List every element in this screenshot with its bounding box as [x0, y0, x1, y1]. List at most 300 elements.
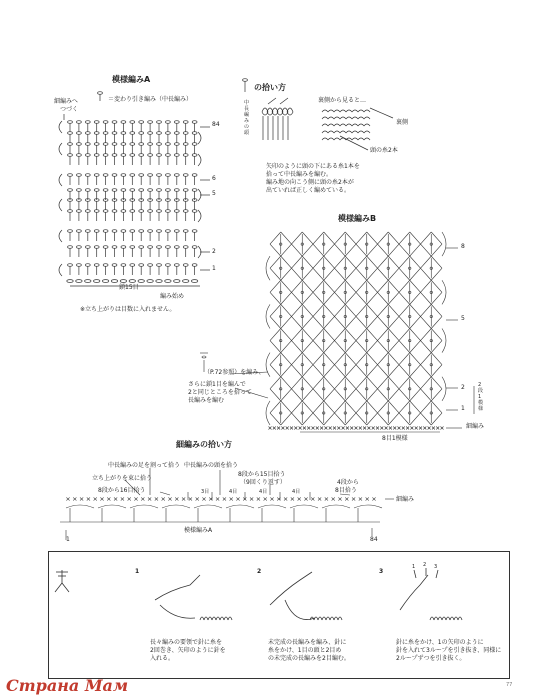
dc-diagonal [345, 365, 356, 377]
sc-row-1: 1 [66, 536, 70, 543]
dc-diagonal [292, 377, 303, 389]
hdc-stitch [68, 143, 73, 146]
dc-diagonal [421, 377, 432, 389]
sc-label-7: 4段から [337, 479, 359, 486]
hdc-stitch [166, 189, 171, 192]
dc-diagonal [431, 389, 442, 401]
dc-diagonal [292, 389, 303, 401]
back-loop [328, 124, 334, 126]
dc-diagonal [388, 341, 399, 353]
hdc-stitch [68, 210, 73, 213]
step-3-num: 3 [379, 568, 384, 575]
arrow-num-1: 1 [412, 564, 416, 570]
pattern-a-row [322, 505, 350, 508]
dc-diagonal [356, 389, 367, 401]
hdc-stitch [85, 121, 90, 124]
tr-symbol [62, 583, 69, 592]
dc-diagonal [335, 244, 346, 256]
dc-diagonal [356, 304, 367, 316]
hdc-stitch [166, 154, 171, 157]
dc-diagonal [335, 292, 346, 304]
hook-3 [400, 575, 428, 610]
sc-seg-3: 3目 [201, 489, 210, 495]
dc-diagonal [388, 316, 399, 328]
hdc-stitch [121, 264, 126, 267]
dc-diagonal [335, 280, 346, 292]
chain-stitch [111, 280, 117, 283]
dc-diagonal [313, 316, 324, 328]
dc-diagonal [367, 292, 378, 304]
dc-diagonal [324, 292, 335, 304]
dc-diagonal [335, 232, 346, 244]
dc-diagonal [421, 316, 432, 328]
fabric-1 [228, 617, 232, 620]
dc-diagonal [399, 413, 410, 425]
dc-diagonal [399, 365, 410, 377]
fabric-2 [338, 617, 342, 620]
dc-diagonal [313, 365, 324, 377]
dc-diagonal [421, 304, 432, 316]
dc-diagonal [399, 268, 410, 280]
fabric-2 [330, 617, 334, 620]
dc-diagonal [345, 268, 356, 280]
dc-diagonal [421, 401, 432, 413]
dc-diagonal [378, 329, 389, 341]
hdc-stitch [192, 230, 197, 233]
dc-diagonal [313, 329, 324, 341]
pattern-a-row [162, 505, 190, 508]
hdc-stitch [94, 264, 99, 267]
hdc-stitch [112, 246, 117, 249]
dc-diagonal [281, 316, 292, 328]
hdc-stitch [68, 154, 73, 157]
back-loop [322, 138, 328, 140]
turn-arc [198, 154, 201, 166]
pattern-b-start: 細編み [466, 423, 485, 430]
dc-diagonal [292, 341, 303, 353]
hdc-stitch [130, 189, 135, 192]
hdc-stitch [85, 210, 90, 213]
dc-diagonal [292, 256, 303, 268]
dc-diagonal [292, 329, 303, 341]
pattern-b-row-1: 1 [461, 405, 465, 412]
hdc-stitch [166, 132, 171, 135]
hdc-stitch [174, 143, 179, 146]
dc-diagonal [367, 389, 378, 401]
dc-diagonal [313, 292, 324, 304]
hdc-stitch [157, 210, 162, 213]
dc-diagonal [388, 292, 399, 304]
pattern-a-left-note-1: 細編みへ [54, 98, 78, 105]
dc-diagonal [399, 244, 410, 256]
dc-diagonal [410, 232, 421, 244]
fabric-1 [204, 617, 208, 620]
dc-diagonal [367, 316, 378, 328]
back-loop [328, 110, 334, 112]
hdc-stitch [174, 154, 179, 157]
hdc-stitch [103, 154, 108, 157]
back-loop [334, 131, 340, 133]
dc-diagonal [431, 244, 442, 256]
dc-diagonal [356, 292, 367, 304]
fabric-1 [208, 617, 212, 620]
pickup-leader [125, 468, 350, 495]
hdc-stitch [166, 210, 171, 213]
hdc-stitch [121, 154, 126, 157]
dc-diagonal [356, 401, 367, 413]
dc-diagonal [399, 280, 410, 292]
hdc-stitch [130, 132, 135, 135]
dc-diagonal [399, 389, 410, 401]
pattern-b-row-5: 5 [461, 315, 465, 322]
hdc-stitch [174, 264, 179, 267]
hdc-stitch [157, 154, 162, 157]
pickup-desc-1: 矢印のように頭の下にある糸1本を [266, 163, 360, 170]
dc-diagonal [324, 280, 335, 292]
dc-diagonal [324, 316, 335, 328]
dc-diagonal [410, 401, 421, 413]
dc-diagonal [345, 256, 356, 268]
fabric-1 [200, 617, 204, 620]
dc-diagonal [302, 413, 313, 425]
back-loop [346, 131, 352, 133]
dc-diagonal [324, 365, 335, 377]
sc-label-3: 立ち上がりを束に拾う [92, 475, 153, 482]
pattern-a-chain-count: 鎖15目 [119, 284, 139, 291]
turn-arc [266, 353, 270, 377]
hdc-stitch [94, 154, 99, 157]
hdc-stitch [112, 189, 117, 192]
back-loop [328, 138, 334, 140]
dc-diagonal [431, 353, 442, 365]
dc-diagonal [302, 292, 313, 304]
hdc-stitch [166, 264, 171, 267]
dc-diagonal [302, 353, 313, 365]
hdc-stitch [174, 121, 179, 124]
chain-stitch [165, 280, 171, 283]
hdc-stitch [166, 143, 171, 146]
dc-diagonal [270, 268, 281, 280]
yarn-1 [160, 605, 195, 618]
hdc-stitch [174, 174, 179, 177]
dc-diagonal [388, 268, 399, 280]
pickup-back: 裏側 [396, 119, 409, 126]
pickup-desc-2: 拾って中長編みを編む。 [266, 171, 333, 178]
dc-diagonal [324, 413, 335, 425]
hdc-stitch [192, 210, 197, 213]
dc-diagonal [281, 377, 292, 389]
dc-diagonal [270, 377, 281, 389]
hdc-stitch [139, 189, 144, 192]
chain-stitch [76, 280, 82, 283]
dc-diagonal [421, 244, 432, 256]
hdc-stitch [183, 143, 188, 146]
hdc-stitch [130, 174, 135, 177]
dc-diagonal [281, 341, 292, 353]
hdc-stitch [130, 246, 135, 249]
dc-diagonal [367, 304, 378, 316]
note-pointer [235, 388, 268, 398]
hdc-stitch [112, 264, 117, 267]
yarn-2 [285, 600, 315, 620]
dc-diagonal [324, 389, 335, 401]
dc-diagonal [410, 329, 421, 341]
hdc-stitch [85, 246, 90, 249]
sc-seg-4b: 4目 [259, 489, 268, 495]
sc-label-8: 8目拾う [335, 487, 357, 494]
hdc-stitch [68, 230, 73, 233]
hdc-stitch [121, 210, 126, 213]
dc-diagonal [335, 377, 346, 389]
hdc-stitch [85, 189, 90, 192]
pattern-b-note-3: 長編みを編む [188, 397, 225, 404]
dc-diagonal [421, 365, 432, 377]
step-3-text-3: 2ループずつを引き抜く。 [396, 655, 466, 662]
hdc-stitch [192, 264, 197, 267]
dc-diagonal [378, 353, 389, 365]
dc-diagonal [270, 341, 281, 353]
hdc-stitch [85, 174, 90, 177]
dc-diagonal [399, 232, 410, 244]
hdc-stitch [103, 210, 108, 213]
back-loop [334, 124, 340, 126]
dc-diagonal [378, 389, 389, 401]
hdc-stitch [139, 154, 144, 157]
hdc-stitch [130, 264, 135, 267]
dc-diagonal [292, 413, 303, 425]
hdc-stitch [148, 154, 153, 157]
dc-diagonal [356, 377, 367, 389]
dc-diagonal [431, 365, 442, 377]
hdc-stitch [183, 210, 188, 213]
dc-diagonal [335, 389, 346, 401]
hdc-stitch [77, 143, 82, 146]
hdc-stitch [112, 174, 117, 177]
hdc-stitch [157, 246, 162, 249]
hdc-stitch [103, 189, 108, 192]
fabric-3 [446, 617, 450, 620]
dc-diagonal [345, 389, 356, 401]
dc-diagonal [345, 353, 356, 365]
hdc-stitch [112, 230, 117, 233]
back-loop [322, 117, 328, 119]
back-loop [358, 131, 364, 133]
hdc-stitch [103, 121, 108, 124]
step-1-text-1: 長々編みの要領で針に糸を [150, 639, 223, 646]
pattern-a-note: ※立ち上がりは目数に入れません。 [80, 306, 176, 313]
dc-diagonal [345, 304, 356, 316]
pattern-a-row [98, 505, 126, 508]
dc-diagonal [324, 341, 335, 353]
hdc-stitch [148, 189, 153, 192]
turn-arc [198, 210, 201, 222]
back-loop [364, 117, 370, 119]
arrow-num-2: 2 [423, 562, 427, 568]
hdc-stitch [77, 189, 82, 192]
hdc-stitch [183, 230, 188, 233]
dc-diagonal [378, 365, 389, 377]
hook-1 [155, 575, 200, 600]
hdc-stitch [192, 246, 197, 249]
hdc-stitch [130, 230, 135, 233]
fabric-2 [326, 617, 330, 620]
dc-diagonal [281, 413, 292, 425]
dc-diagonal [421, 268, 432, 280]
pickup-vertical-label: 中長編みの頭 [244, 100, 250, 136]
dc-diagonal [367, 401, 378, 413]
chain-stitch [183, 280, 189, 283]
dc-diagonal [431, 232, 442, 244]
back-loop [340, 117, 346, 119]
hdc-stitch [157, 230, 162, 233]
step-2-text-3: の未完成の長編みを2目編む。 [268, 655, 350, 662]
back-loop [340, 124, 346, 126]
dc-diagonal [378, 280, 389, 292]
dc-diagonal [313, 341, 324, 353]
dc-diagonal [313, 304, 324, 316]
watermark-logo: Страна Мам [6, 676, 129, 695]
dc-diagonal [378, 401, 389, 413]
dc-diagonal [302, 365, 313, 377]
hdc-stitch [103, 246, 108, 249]
hdc-stitch [183, 154, 188, 157]
hdc-stitch [139, 174, 144, 177]
pattern-b-repeat: 2段1模様 [478, 382, 484, 412]
hdc-stitch [139, 230, 144, 233]
dc-diagonal [324, 353, 335, 365]
back-loop [358, 138, 364, 140]
dc-diagonal [378, 377, 389, 389]
dc-diagonal [431, 413, 442, 425]
hdc-stitch [112, 154, 117, 157]
arrow-num-3: 3 [434, 564, 438, 570]
dc-diagonal [345, 244, 356, 256]
pickup-desc-4: 出ていれば正しく編めている。 [266, 187, 351, 194]
sc-row-84: 84 [370, 536, 378, 543]
dc-diagonal [431, 377, 442, 389]
pattern-a-start: 編み始め [160, 293, 185, 300]
dc-diagonal [410, 244, 421, 256]
turn-arc [266, 401, 270, 425]
hdc-stitch [121, 143, 126, 146]
hdc-stitch [192, 154, 197, 157]
dc-diagonal [399, 316, 410, 328]
dc-diagonal [335, 401, 346, 413]
pattern-a-row [66, 505, 94, 508]
dc-diagonal [410, 280, 421, 292]
dc-diagonal [431, 304, 442, 316]
dc-diagonal [270, 232, 281, 244]
hdc-stitch [112, 143, 117, 146]
dc-diagonal [356, 329, 367, 341]
fabric-3 [450, 617, 454, 620]
hdc-stitch [121, 189, 126, 192]
dc-diagonal [270, 401, 281, 413]
hdc-stitch [103, 264, 108, 267]
hdc-stitch [77, 210, 82, 213]
back-loop [346, 124, 352, 126]
dc-diagonal [302, 268, 313, 280]
dc-diagonal [345, 292, 356, 304]
sc-pickup-chart [60, 468, 394, 540]
pattern-b-note-1: さらに鎖1目を編んで [188, 381, 246, 388]
dc-diagonal [324, 401, 335, 413]
hdc-stitch [139, 246, 144, 249]
dc-diagonal [378, 304, 389, 316]
dc-diagonal [367, 353, 378, 365]
pickup-back-label: 裏側から見ると… [318, 97, 367, 104]
turn-arc [59, 174, 62, 186]
hdc-stitch [68, 264, 73, 267]
chain-stitch [67, 280, 73, 283]
pattern-a-row-84: 84 [212, 121, 220, 128]
back-loop [352, 138, 358, 140]
dc-diagonal [335, 413, 346, 425]
dc-diagonal [378, 292, 389, 304]
dc-diagonal [410, 316, 421, 328]
dc-diagonal [270, 256, 281, 268]
dc-diagonal [324, 377, 335, 389]
dc-diagonal [281, 389, 292, 401]
dc-diagonal [345, 401, 356, 413]
dc-diagonal [399, 329, 410, 341]
pattern-a-row [354, 505, 382, 508]
hdc-stitch [121, 132, 126, 135]
dc-diagonal [302, 401, 313, 413]
dc-diagonal [431, 268, 442, 280]
dc-diagonal [345, 413, 356, 425]
dc-diagonal [270, 413, 281, 425]
hdc-stitch [94, 143, 99, 146]
hdc-stitch [130, 121, 135, 124]
fabric-1 [220, 617, 224, 620]
pattern-a-row-2: 2 [212, 248, 216, 255]
hdc-stitch [94, 210, 99, 213]
dc-diagonal [410, 365, 421, 377]
dc-diagonal [356, 280, 367, 292]
chain-stitch [147, 280, 153, 283]
hdc-stitch [192, 132, 197, 135]
dc-diagonal [367, 256, 378, 268]
dc-diagonal [421, 329, 432, 341]
back-loop [352, 117, 358, 119]
dc-diagonal [378, 316, 389, 328]
dc-diagonal [421, 389, 432, 401]
pattern-b-chart [200, 232, 474, 432]
hdc-stitch [148, 132, 153, 135]
dc-diagonal [302, 377, 313, 389]
dc-diagonal [356, 413, 367, 425]
dc-diagonal [399, 341, 410, 353]
dc-diagonal [345, 316, 356, 328]
turn-arc [442, 329, 446, 353]
dc-diagonal [281, 280, 292, 292]
hdc-stitch [148, 210, 153, 213]
chain-stitch [156, 280, 162, 283]
back-loop [346, 110, 352, 112]
pattern-a-title: 模様編みA [112, 75, 151, 84]
dc-diagonal [302, 329, 313, 341]
hdc-stitch [183, 189, 188, 192]
dc-diagonal [324, 304, 335, 316]
hdc-stitch [94, 121, 99, 124]
back-loop [334, 117, 340, 119]
step-2-num: 2 [257, 568, 262, 575]
dc-diagonal [335, 365, 346, 377]
hdc-stitch [85, 154, 90, 157]
arrow-3 [436, 570, 438, 578]
back-loop [364, 131, 370, 133]
